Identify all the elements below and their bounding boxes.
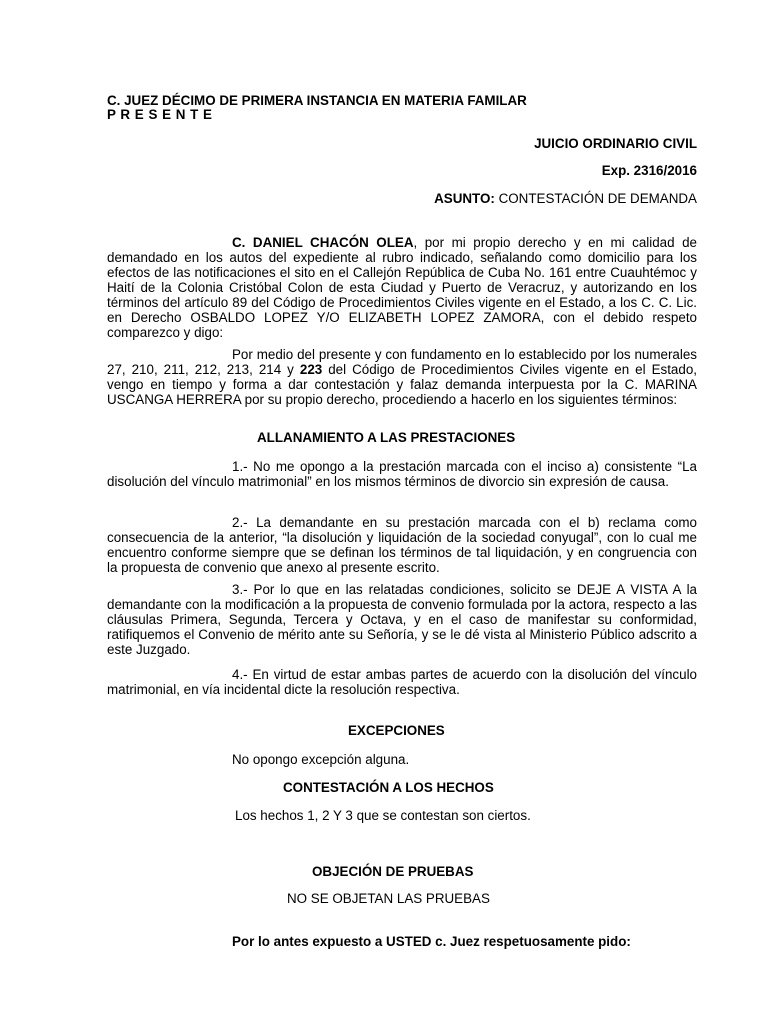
allanamiento-item-1: 1.- No me opongo a la prestación marcada con el inciso a) consistente “La disolución del vínculo matrimonial” en los mismos términos de divorcio sin expresión de causa. [107,459,697,489]
allanamiento-item-2: 2.- La demandante en su prestación marcada con el b) reclama como consecuencia de la anterior, “la disolución y liquidación de la sociedad conyugal”, con lo cual me encuentro conforme siempre que se definan los términos de tal liquidación, y en congruencia con la propuesta de convenio que anexo al presente escrito. [107,515,697,575]
asunto-line [434,191,697,206]
juicio-type: JUICIO ORDINARIO CIVIL [534,136,697,151]
pruebas-text: NO SE OBJETAN LAS PRUEBAS [287,891,490,906]
fundamento-paragraph [107,347,697,407]
defendant-name: C. DANIEL CHACÓN OLEA [232,235,414,250]
fundamento-text-before: Por medio del presente y con fundamento en lo establecido por los numerales 27, 210, 211, 212, 213, 214 y [107,347,697,377]
expediente-number: Exp. 2316/2016 [601,163,697,178]
hechos-heading: CONTESTACIÓN A LOS HECHOS [283,780,494,795]
allanamiento-heading: ALLANAMIENTO A LAS PRESTACIONES [257,430,516,445]
asunto-label: ASUNTO: [434,191,495,206]
court-addressee: C. JUEZ DÉCIMO DE PRIMERA INSTANCIA EN MATERIA FAMILAR [107,93,527,108]
hechos-text: Los hechos 1, 2 Y 3 que se contestan son ciertos. [235,808,531,823]
excepciones-text: No opongo excepción alguna. [232,752,410,767]
intro-text: , por mi propio derecho y en mi calidad de demandado en los autos del expediente al rubro indicado, señalando como domicilio para los efectos de las notificaciones el sito en el Callejón República de Cuba No. 161 entre Cuauhtémoc y Haití de la Colonia Cristóbal Colon de esta Ciudad y Puerto de Veracruz, y autorizando en los términos del artículo 89 del Código de Procedimientos Civiles vigente en el Estado, a los C. C. Lic. en Derecho OSBALDO LOPEZ Y/O ELIZABETH LOPEZ ZAMORA, con el debido respeto comparezco y digo: [107,235,697,340]
fundamento-bold-number: 223 [299,362,323,377]
presente-line: P R E S E N T E [107,107,213,122]
excepciones-heading: EXCEPCIONES [348,723,445,738]
asunto-value: CONTESTACIÓN DE DEMANDA [494,191,697,206]
fundamento-text-after: del Código de Procedimientos Civiles vigente en el Estado, vengo en tiempo y forma a dar contestación y falaz demanda interpuesta por la C. MARINA USCANGA HERRERA por su propio derecho, procediendo a hacerlo en los siguientes términos: [107,362,697,407]
allanamiento-item-4: 4.- En virtud de estar ambas partes de acuerdo con la disolución del vínculo matrimonial, en vía incidental dicte la resolución respectiva. [107,667,697,697]
pruebas-heading: OBJECIÓN DE PRUEBAS [312,864,474,879]
closing-request: Por lo antes expuesto a USTED c. Juez respetuosamente pido: [232,934,631,949]
intro-paragraph [107,235,697,340]
allanamiento-item-3: 3.- Por lo que en las relatadas condiciones, solicito se DEJE A VISTA A la demandante con la modificación a la propuesta de convenio formulada por la actora, respecto a las cláusulas Primera, Segunda, Tercera y Octava, y en el caso de manifestar su conformidad, ratifiquemos el Convenio de mérito ante su Señoría, y se le dé vista al Ministerio Público adscrito a este Juzgado. [107,582,697,657]
